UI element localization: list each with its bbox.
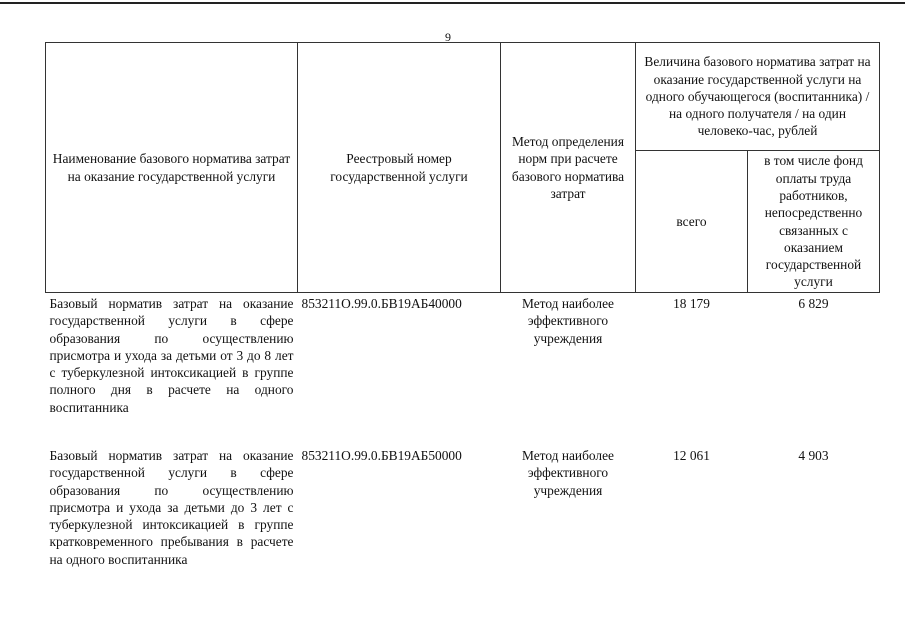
row-payroll: 6 829 [798, 296, 829, 311]
top-rule [0, 2, 905, 4]
row-method: Метод наиболее эффективного учреждения [522, 448, 614, 498]
table-row [46, 293, 880, 446]
header-value-group: Величина базового норматива затрат на оказание государственной услуги на одного обучающегося (воспитанника) / на одного получателя / на один человеко-час, рублей [636, 43, 880, 151]
table-header [46, 43, 880, 293]
row-registry: 853211О.99.0.БВ19АБ40000 [301, 296, 462, 311]
table-row [46, 445, 880, 592]
row-name: Базовый норматив затрат на оказание государственной услуги в сфере образования по осуществлению присмотра и ухода за детьми до 3 лет с туберкулезной интоксикацией в группе кратковременного пребывания в расчете на одного воспитанника [49, 448, 294, 567]
header-payroll: в том числе фонд оплаты труда работников, непосредственно связанных с оказанием государственной услуги [748, 151, 880, 293]
header-total: всего [636, 151, 748, 293]
row-payroll: 4 903 [798, 448, 829, 463]
page-number: 9 [445, 30, 451, 44]
header-registry: Реестровый номер государственной услуги [298, 43, 501, 293]
row-name: Базовый норматив затрат на оказание государственной услуги в сфере образования по осуществлению присмотра и ухода за детьми от 3 до 8 лет с туберкулезной интоксикацией в группе полного дня в расчете на одного воспитанника [49, 296, 294, 415]
normative-table [45, 42, 880, 592]
row-total: 18 179 [673, 296, 710, 311]
row-total: 12 061 [673, 448, 710, 463]
header-name: Наименование базового норматива затрат на оказание государственной услуги [46, 43, 298, 293]
row-method: Метод наиболее эффективного учреждения [522, 296, 614, 346]
header-method: Метод определения норм при расчете базового норматива затрат [501, 43, 636, 293]
row-registry: 853211О.99.0.БВ19АБ50000 [301, 448, 462, 463]
